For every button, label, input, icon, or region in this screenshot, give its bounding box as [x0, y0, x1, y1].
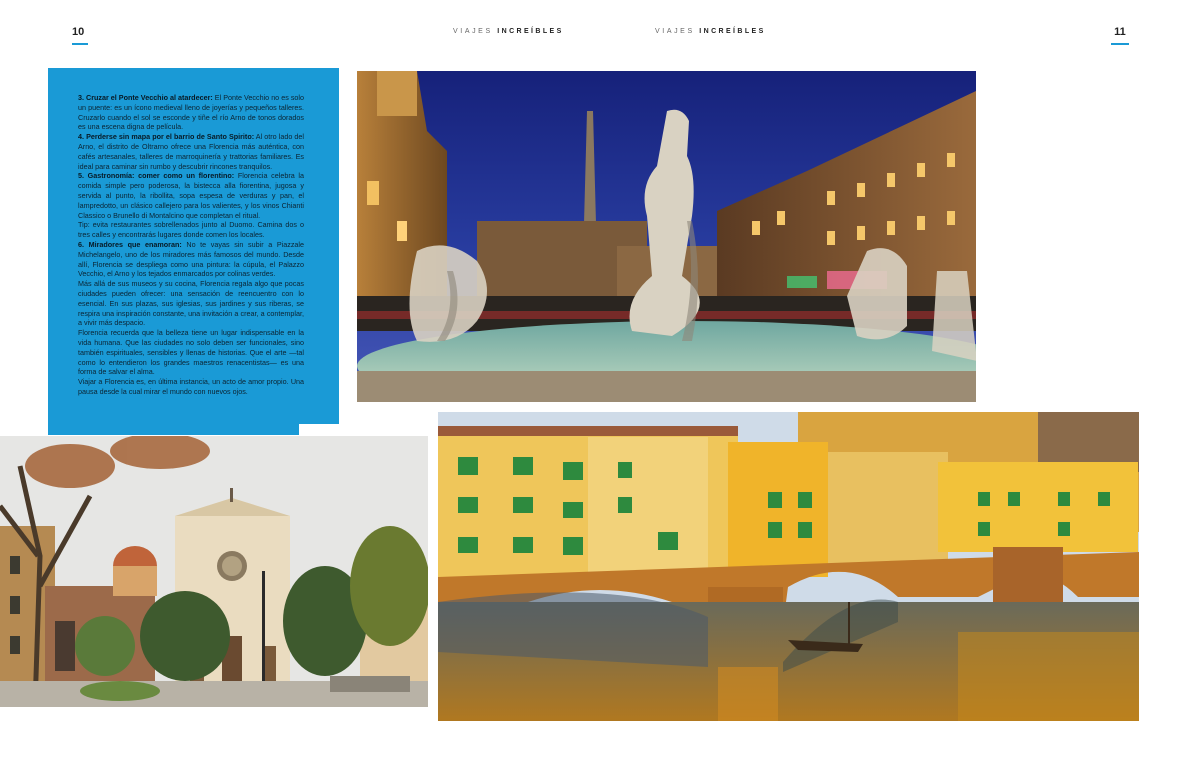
paragraph-text: Tip: evita restaurantes sobrellenados junto al Duomo. Camina dos o tres calles y encontrarás lugares donde comen los locales.	[78, 220, 304, 240]
paragraph-text: Más allá de sus museos y su cocina, Florencia regala algo que pocas ciudades pueden ofrecer: una sensación de reencuentro con lo esencial. En sus plazas, sus iglesias, sus jardines y sus riberas, se respira una inspiración constante, una invitación a crear, a contemplar, a vivir más despacio.	[78, 279, 304, 328]
text-box-tab	[48, 424, 299, 435]
paragraph-text: Florencia celebra la comida simple pero poderosa, la bistecca alla fiorentina, jugosa y servida al punto, la ribollita, sopa espesa de verduras y pan, el lampredotto, un clásico callejero para los valientes, y los vinos Chianti Classico o Brunello di Montalcino que completan el ritual.	[78, 171, 304, 220]
paragraph-text: Al otro lado del Arno, el distrito de Oltrarno ofrece una Florencia más auténtica, con cafés artesanales, talleres de marroquinería y trattorias familiares. Es ideal para caminar sin rumbo y descubrir rincones tranquilos.	[78, 132, 305, 171]
article-paragraph	[78, 377, 304, 397]
running-header-right	[655, 28, 766, 35]
page-number-left-text: 10	[72, 26, 85, 38]
page-number-underline	[1111, 43, 1129, 45]
paragraph-heading: 5. Gastronomía: comer como un florentino:	[78, 171, 235, 181]
header-brand-light: VIAJES	[453, 28, 493, 35]
paragraph-heading: 6. Miradores que enamoran:	[78, 239, 182, 249]
paragraph-text: No te vayas sin subir a Piazzale Michelangelo, uno de los miradores más famosos del mundo. Desde allí, Florencia se despliega como una pintura: la cúpula, el Palazzo Vecchio, el Arno y los tejados enmarcados por colinas verdes.	[78, 239, 305, 279]
paragraph-text: Florencia recuerda que la belleza tiene un lugar indispensable en la vida humana. Que las ciudades no solo deben ser funcionales, sino también espirituales, sensibles y llenas de historias. Que el arte —tal como lo entendieron los grandes maestros renacentistas— es una forma de salvar el alma.	[78, 328, 304, 377]
paragraph-text: Viajar a Florencia es, en última instancia, un acto de amor propio. Una pausa desde la cual mirar el mundo con nuevos ojos.	[78, 377, 304, 396]
article-paragraph	[78, 220, 304, 240]
page-number-right-text: 11	[1114, 26, 1126, 38]
article-body	[78, 93, 304, 397]
paragraph-text: El Ponte Vecchio no es solo un puente: es un ícono medieval lleno de joyerías y pequeños talleres. Cruzarlo cuando el sol se esconde y tiñe el río Arno de tonos dorados es una escena digna de película.	[78, 93, 304, 132]
header-brand-light: VIAJES	[655, 28, 695, 35]
header-brand-bold: INCREÍBLES	[497, 28, 564, 35]
night-fountain-photo	[357, 71, 976, 402]
header-brand-bold: INCREÍBLES	[699, 28, 766, 35]
article-paragraph	[78, 328, 304, 377]
paragraph-heading: 4. Perderse sin mapa por el barrio de Santo Spirito:	[78, 132, 255, 142]
running-header-left	[453, 28, 564, 35]
ponte-vecchio-sunset-photo	[438, 412, 1139, 721]
paragraph-heading: 3. Cruzar el Ponte Vecchio al atardecer:	[78, 93, 213, 102]
page-number-underline	[72, 43, 88, 45]
page-number-right	[1111, 26, 1129, 45]
basilica-santo-spirito-photo	[0, 436, 428, 707]
article-paragraph	[78, 132, 304, 171]
article-paragraph	[78, 240, 304, 279]
article-paragraph	[78, 279, 304, 328]
page-number-left	[72, 26, 88, 45]
article-paragraph	[78, 93, 304, 132]
article-text-box	[48, 68, 339, 424]
article-paragraph	[78, 171, 304, 220]
